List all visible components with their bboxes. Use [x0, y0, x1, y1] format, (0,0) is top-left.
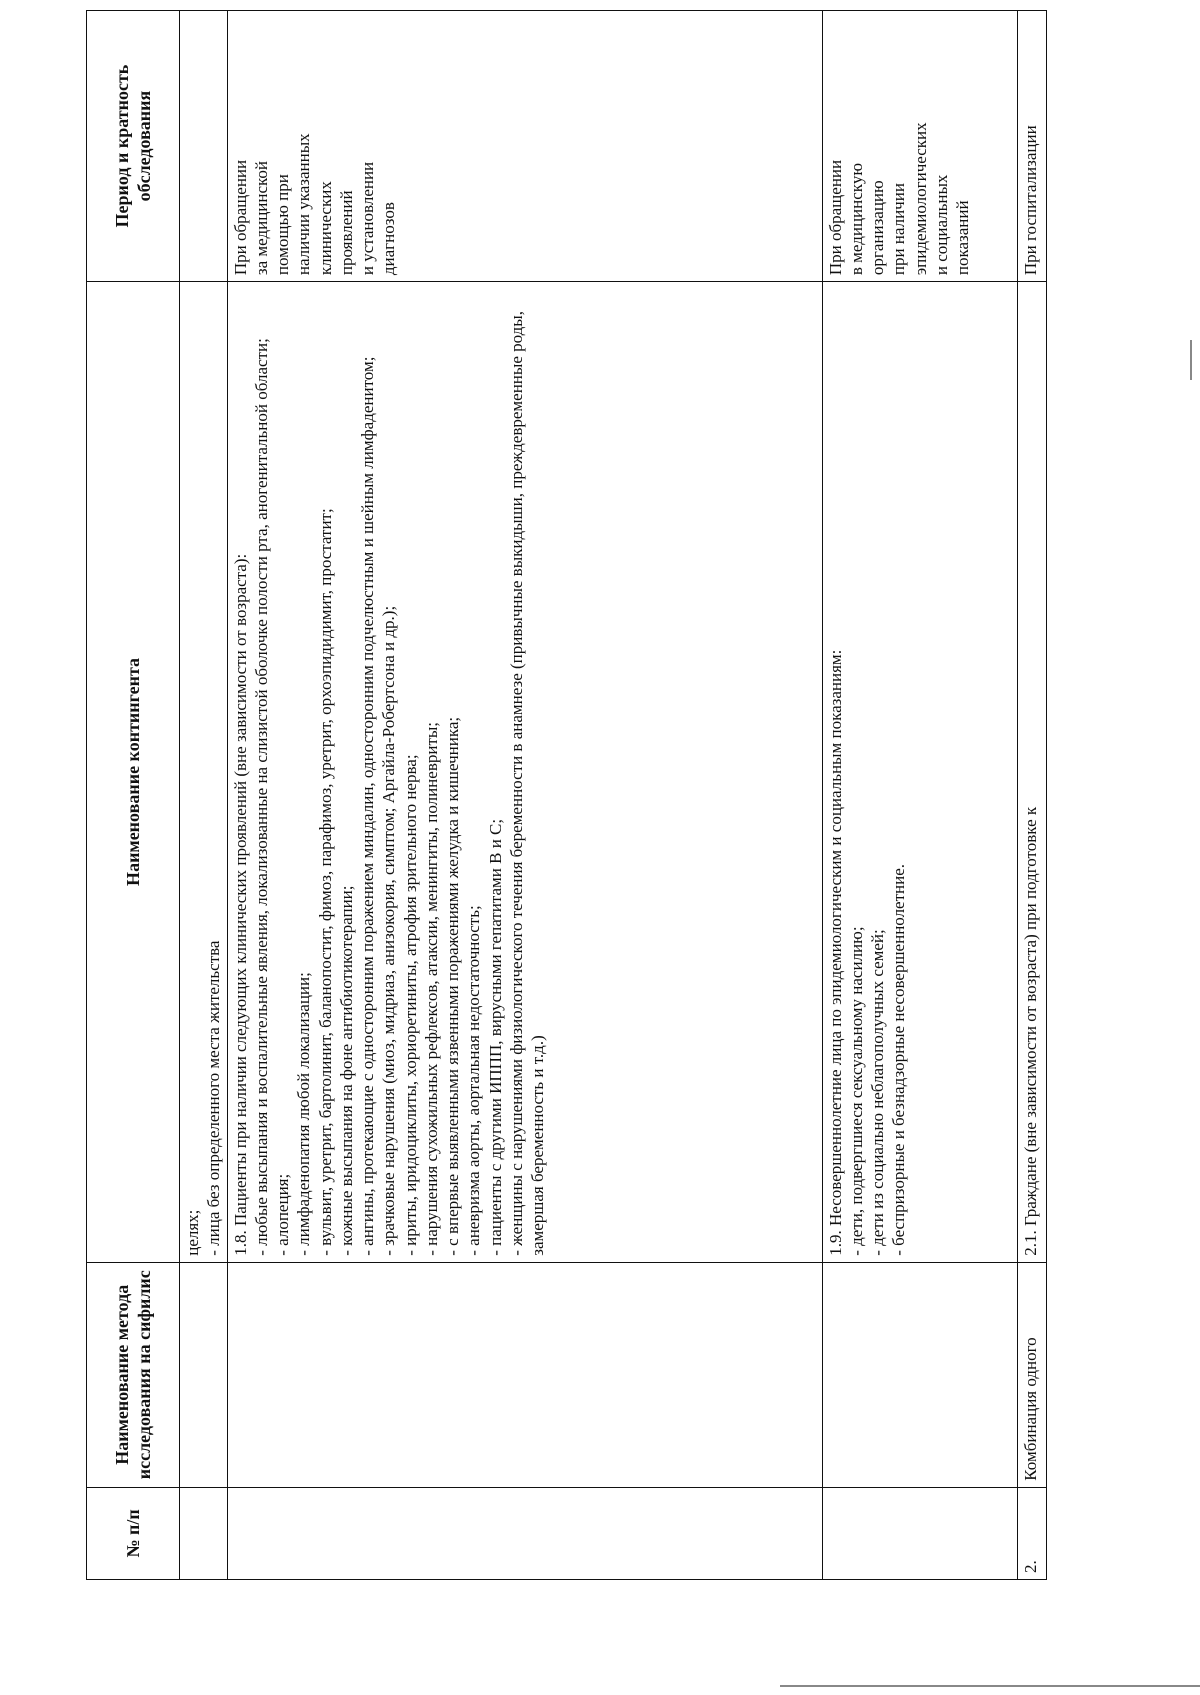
cell-method — [822, 1262, 1017, 1487]
syphilis-screening-table — [86, 10, 1047, 1580]
cell-period: При обращении в медицинскую организацию при наличии эпидемиологических и социальных показаний — [822, 11, 1017, 282]
cell-num: 2. — [1017, 1487, 1046, 1579]
cell-num — [180, 1487, 228, 1579]
cell-method: Комбинация одного — [1017, 1262, 1046, 1487]
cell-method — [180, 1262, 228, 1487]
scan-mark — [780, 1685, 1200, 1687]
table-row — [227, 11, 822, 1580]
cell-contingent: 1.9. Несовершеннолетние лица по эпидемиологическим и социальным показаниям: - дети, подвергшиеся сексуальному насилию; - дети из социально неблагополучных семей; - беспризорные и безнадзорные несовершеннолетние. — [822, 282, 1017, 1263]
header-num: № п/п — [87, 1487, 180, 1579]
cell-contingent: 2.1. Граждане (вне зависимости от возраста) при подготовке к — [1017, 282, 1046, 1263]
scan-mark — [1190, 340, 1192, 380]
cell-num — [227, 1487, 822, 1579]
cell-period — [180, 11, 228, 282]
cell-contingent: целях; - лица без определенного места жительства — [180, 282, 228, 1263]
table-row — [822, 11, 1017, 1580]
cell-period: При госпитализации — [1017, 11, 1046, 282]
header-period: Период и кратность обследования — [87, 11, 180, 282]
cell-method — [227, 1262, 822, 1487]
header-contingent: Наименование контингента — [87, 282, 180, 1263]
cell-num — [822, 1487, 1017, 1579]
header-method: Наименование метода исследования на сифилис — [87, 1262, 180, 1487]
cell-period: При обращении за медицинской помощью при наличии указанных клинических проявлений и установлении диагнозов — [227, 11, 822, 282]
cell-contingent: 1.8. Пациенты при наличии следующих клинических проявлений (вне зависимости от возраста): - любые высыпания и воспалительные явления, локализованные на слизистой оболочке полости рта, аногенитальной области; - алопеция; - лимфаденопатия любой локализации; - вульвит, уретрит, бартолинит, баланопостит, фимоз, парафимоз, уретрит, орхоэпидидимит, простатит; - кожные высыпания на фоне антибиотикотерапии; - ангины, протекающие с односторонним поражением миндалин, односторонним подчелюстным и шейным лимфаденитом; - зрачковые нарушения (миоз, мидриаз, анизокория, симптом; Аргайла-Робертсона и др.); - ириты, иридоциклиты, хориоретиниты, атрофия зрительного нерва; - нарушения сухожильных рефлексов, атаксии, менингиты, полиневриты; - с впервые выявленными язвенными поражениями желудка и кишечника; - аневризма аорты, аортальная недостаточность; - пациенты с другими ИППП, вирусными гепатитами В и С; - женщины с нарушениями физиологического течения беременности в анамнезе (привычные выкидыши, преждевременные роды, замершая беременность и т.д.) — [227, 282, 822, 1263]
table-row — [180, 11, 228, 1580]
table-header-row — [87, 11, 180, 1580]
rotated-page — [86, 10, 1106, 1580]
table-row — [1017, 11, 1046, 1580]
